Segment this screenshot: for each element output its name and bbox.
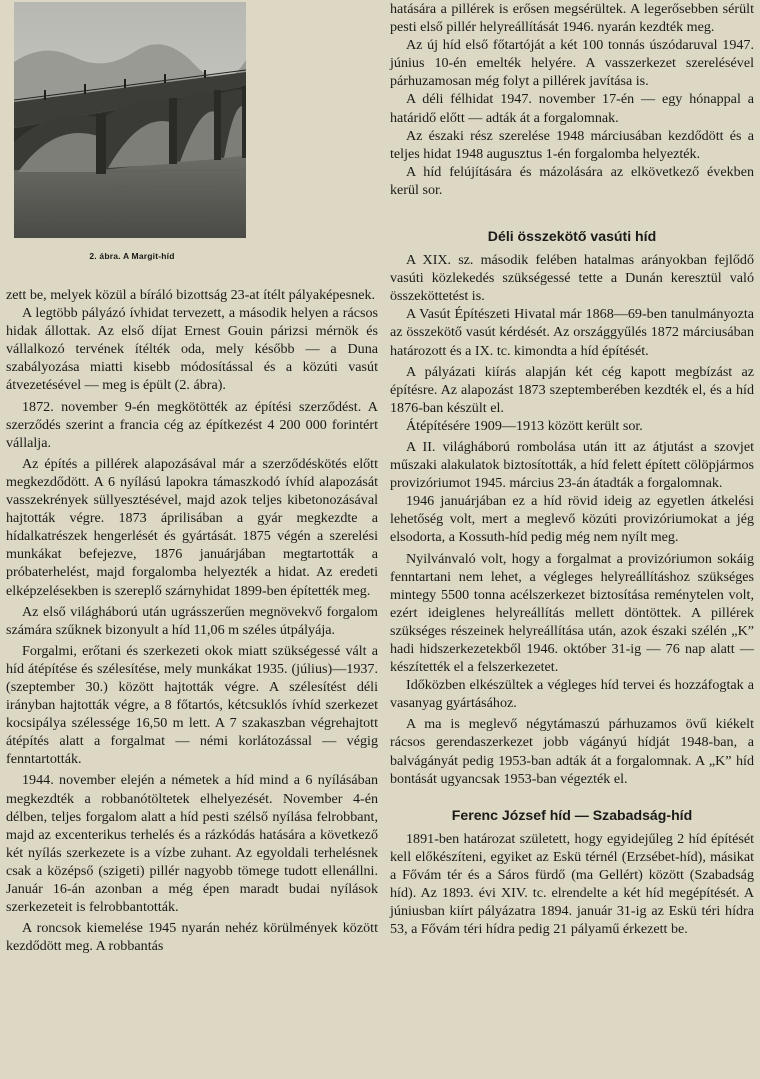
paragraph: 1891-ben határozat született, hogy egyidejűleg 2 híd építését kell előkészíteni, egyiket az Eskü térnél (Erzsébet-híd), másikat a Fővám tér és a Sáros fürdő (ma Gellért) között (Szabadság híd). Az 1893. évi XIV. tc. elrendelte a két híd megépítését. A júniusban kiírt pályázatra 1894. január 31-ig az Eskü téri hídra 53, a Fővám téri hídra pedig 21 pályamű érkezett be. — [390, 830, 754, 938]
paragraph: A XIX. sz. második felében hatalmas arányokban fejlődő vasúti közlekedés szükségessé tette a Dunán keresztül való összeköttetést is. — [390, 252, 754, 305]
paragraph: A roncsok kiemelése 1945 nyarán nehéz körülmények között kezdődött meg. A robbantás — [6, 920, 378, 955]
paragraph: A déli félhidat 1947. november 17-én — egy hónappal a határidő előtt — adták át a forgalomnak. — [390, 91, 754, 126]
paragraph: 1944. november elején a németek a híd mind a 6 nyílásában megkezdték a robbanótöltetek elhelyezését. November 4-én délben, teljes forgalom alatt a híd pesti szélső nyílása felrobbant, majd az excenterikus terhelés és a rázkódás hatására a következő két nyílás szerkezete is a vízbe zuhant. Az egyoldali terhelésnek csak a középső (szigeti) pillér nagyobb tömege tudott ellenállni. Január 16-án azonban a még épen maradt budai nyílások szerkezeteit is felrobbantották. — [6, 772, 378, 916]
paragraph: Az északi rész szerelése 1948 márciusában kezdődött és a teljes hidat 1948 augusztus 1-én forgalomba helyezték. — [390, 127, 754, 162]
figure-caption: 2. ábra. A Margit-híd — [89, 251, 175, 261]
paragraph: 1946 januárjában ez a híd rövid ideig az egyetlen átkelési lehetőség volt, mert a meglevő közúti provizóriumokat a jég elsodorta, a Kossuth-híd pedig még nem nyílt meg. — [390, 493, 754, 546]
margit-bridge-illustration — [14, 2, 246, 238]
paragraph: Nyilvánvaló volt, hogy a forgalmat a provizóriumon sokáig fenntartani nem lehet, a végleges helyreállításhoz szükséges mintegy 5500 tonna acélszerkezet biztosítása reménytelen volt, ezért ideiglenes helyreállítás mellett döntöttek. A pillérek szükséges részeinek helyreállítása után, azok északi szélén „K” hadi hidszerkezetekből 1946. október 31-ig — 76 nap alatt — készítették el a felszerkezetet. — [390, 550, 754, 676]
paragraph: Az építés a pillérek alapozásával már a szerződéskötés előtt megkezdődött. A 6 nyílású lapokra támaszkodó ívhíd alapozását vasszekrények süllyesztésével, majd azok teljes kibetonozásával hajtották végre. 1873 áprilisában a gyár megkezdte a hídalkatrészek hengerlését és gyártását. 1875 végén a szerelési munkákat befejezve, 1876 januárjában megtartották a próbaterhelést, majd forgalomba helyezték a hidat. Az eredeti elképzelésekben is szereplő szárnyhidat 1899-ben építették meg. — [6, 455, 378, 599]
paragraph: A legtöbb pályázó ívhidat tervezett, a második helyen a rácsos hidak állottak. Az első díjat Ernest Gouin párizsi mérnök és vállalkozó tervének ítélték oda, mely később — a Duna szabályozása miatti kisebb módosítással és a közúti vasút átvezetésével — meg is épült (2. ábra). — [6, 305, 378, 394]
bridge-photo-icon — [14, 2, 246, 238]
paragraph: A ma is meglevő négytámaszú párhuzamos övű kiékelt rácsos gerendaszerkezet jobb vágányú hídját 1948-ban, a balvágányát pedig 1953-ban adták át a forgalomnak. A „K” híd bontását ugyancsak 1953-ban végezték el. — [390, 716, 754, 787]
paragraph: 1872. november 9-én megkötötték az építési szerződést. A szerződés szerint a francia cég az építkezést 4 200 000 forintért vállalja. — [6, 398, 378, 451]
paragraph: Az első világháború után ugrásszerűen megnövekvő forgalom számára szűknek bizonyult a híd 11,06 m széles útpályája. — [6, 603, 378, 638]
right-column-text — [390, 0, 754, 938]
section-title-szabadsag-hid: Ferenc József híd — Szabadság-híd — [451, 806, 693, 823]
paragraph: Az új híd első főtartóját a két 100 tonnás úszódaruval 1947. június 10-én emelték helyére. A vasszerkezet szerelésével párhuzamosan még folyt a pillérek javítása is. — [390, 37, 754, 90]
paragraph: A pályázati kiírás alapján két cég kapott megbízást az építésre. Az alapozást 1873 szeptemberében kezdték el, és a híd 1876-ban készült el. — [390, 363, 754, 416]
paragraph: Átépítésére 1909—1913 között került sor. — [406, 417, 643, 434]
paragraph: Forgalmi, erőtani és szerkezeti okok miatt szükségessé vált a híd átépítése és szélesítése, mely munkákat 1935. (július)—1937. (szeptember 30.) között hajtották végre. A szélesítést déli irányban hajtották végre, a 8 főtartós, kétcsuklós ívhíd szerkezet kocsipálya szélessége 16,50 m lett. A 7 szakaszban végrehajtott átépítés alatt a forgalmat — némi korlátozással — végig fenntartották. — [6, 642, 378, 768]
section-title-deli-osszekoto: Déli összekötő vasúti híd — [487, 228, 657, 245]
paragraph: hatására a pillérek is erősen megsérültek. A legerősebben sérült pesti első pillér helyreállítását 1946. nyarán kezdték meg. — [390, 1, 754, 36]
paragraph: A Vasút Építészeti Hivatal már 1868—69-ben tanulmányozta az összekötő vasút kérdését. Az országgyűlés 1872 márciusában határozott és a IX. tc. kimondta a híd építését. — [390, 306, 754, 359]
paragraph: Időközben elkészültek a végleges híd tervei és hozzáfogtak a vasanyag gyártásához. — [390, 677, 754, 712]
left-column-text — [6, 286, 378, 955]
paragraph: zett be, melyek közül a bíráló bizottság 23-at ítélt pályaképesnek. — [6, 287, 376, 303]
paragraph: A II. világháború rombolása után itt az átjutást a szovjet műszaki alakulatok biztosították, a híd felett épített cölöpjármos provizóriumot 1945. március 23-án átadták a forgalomnak. — [390, 438, 754, 492]
paragraph: A híd felújítására és mázolására az elkövetkező években kerül sor. — [390, 163, 754, 198]
